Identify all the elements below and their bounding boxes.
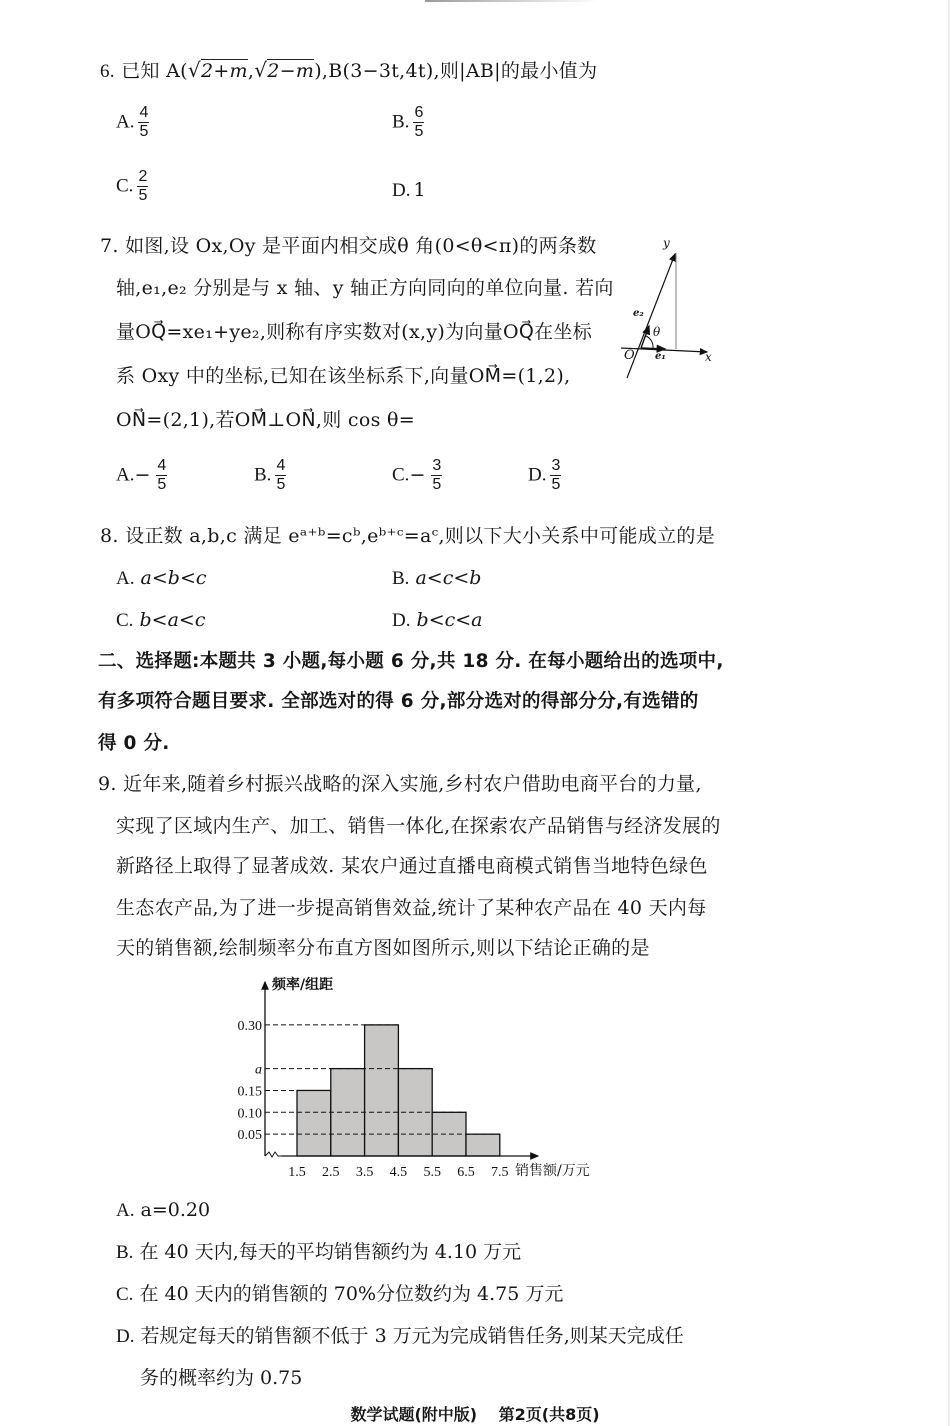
q7-option-b[interactable] xyxy=(254,457,286,494)
option-label: A. xyxy=(116,1200,135,1221)
q6-number: 6. xyxy=(100,61,115,82)
option-text: a=0.20 xyxy=(140,1199,211,1221)
origin-label: O xyxy=(624,348,635,363)
q7-line-3: 量OQ⃗=xe₁+ye₂,则称有序实数对(x,y)为向量OQ⃗在坐标 xyxy=(116,321,593,343)
option-value: 1 xyxy=(413,179,426,201)
numerator: 3 xyxy=(432,457,442,474)
fraction xyxy=(156,457,167,494)
q9-option-c[interactable] xyxy=(116,1282,563,1307)
scan-edge-mark xyxy=(425,0,600,2)
oblique-coordinate-diagram xyxy=(615,232,725,382)
q8-option-c[interactable] xyxy=(116,608,205,633)
q6-stem xyxy=(100,58,597,84)
option-text: 在 40 天内的销售额的 70%分位数约为 4.75 万元 xyxy=(139,1283,564,1305)
numerator: 6 xyxy=(414,104,424,121)
y-axis-label: y xyxy=(663,236,670,250)
q9-line-1: 9. 近年来,随着乡村振兴战略的深入实施,乡村农户借助电商平台的力量, xyxy=(98,773,702,795)
x-axis-label: x xyxy=(705,350,712,364)
q6-sep: , xyxy=(247,60,255,82)
option-label: C. xyxy=(116,610,134,631)
fraction xyxy=(275,457,286,494)
option-text: 在 40 天内,每天的平均销售额约为 4.10 万元 xyxy=(139,1241,522,1263)
q6-option-b[interactable] xyxy=(392,104,424,141)
numerator: 4 xyxy=(157,457,167,474)
denominator: 5 xyxy=(276,476,286,493)
option-label: D. xyxy=(392,610,411,631)
option-label: A. xyxy=(116,111,135,133)
q7-option-c[interactable] xyxy=(392,457,442,494)
histogram-bar xyxy=(297,1090,331,1156)
q6-sqrt1: 2+m xyxy=(200,60,248,82)
q9-option-d[interactable] xyxy=(116,1324,684,1349)
sqrt-sign: √ xyxy=(254,58,268,82)
sqrt-sign: √ xyxy=(187,58,201,82)
fraction xyxy=(137,168,148,205)
option-label: D. xyxy=(392,180,411,201)
histogram-bar xyxy=(365,1025,399,1156)
fraction xyxy=(413,104,424,141)
section2-line-1: 二、选择题:本题共 3 小题,每小题 6 分,共 18 分. 在每小题给出的选项中, xyxy=(98,651,724,672)
option-text: 若规定每天的销售额不低于 3 万元为完成销售任务,则某天完成任 xyxy=(140,1325,684,1347)
q9-line-4: 生态农产品,为了进一步提高销售效益,统计了某种农产品在 40 天内每 xyxy=(116,897,707,919)
option-label: B. xyxy=(392,111,410,133)
denominator: 5 xyxy=(414,123,424,140)
option-label: C. xyxy=(392,464,410,486)
x-tick-label: 6.5 xyxy=(457,1165,475,1180)
option-label: B. xyxy=(254,464,272,486)
q9-option-a[interactable] xyxy=(116,1198,210,1223)
q7-line-5: ON⃗=(2,1),若OM⃗⊥ON⃗,则 cos θ= xyxy=(116,409,415,431)
x-tick-label: 4.5 xyxy=(389,1165,408,1180)
option-label: C. xyxy=(116,175,134,197)
q9-line-3: 新路径上取得了显著成效. 某农户通过直播电商模式销售当地特色绿色 xyxy=(116,855,708,877)
q6-suffix: ),B(3−3t,4t),则|AB|的最小值为 xyxy=(314,60,598,82)
y-tick-label: 0.15 xyxy=(237,1084,262,1100)
option-label: C. xyxy=(116,1284,134,1305)
e2-label: e₂ xyxy=(633,308,644,319)
option-label: B. xyxy=(116,1242,134,1263)
x-tick-label: 7.5 xyxy=(491,1165,509,1180)
q9-option-d-continued: 务的概率约为 0.75 xyxy=(140,1367,303,1389)
q8-stem: 8. 设正数 a,b,c 满足 eᵃ⁺ᵇ=cᵇ,eᵇ⁺ᶜ=aᶜ,则以下大小关系中可能成立的是 xyxy=(100,525,716,547)
q8-option-b[interactable] xyxy=(392,566,481,591)
option-text: a<b<c xyxy=(140,567,207,589)
denominator: 5 xyxy=(139,123,149,140)
x-tick-label: 1.5 xyxy=(288,1165,306,1180)
y-axis-title: 频率/组距 xyxy=(272,977,334,993)
section2-line-2: 有多项符合题目要求. 全部选对的得 6 分,部分选对的得部分分,有选错的 xyxy=(98,691,699,712)
option-label: A. xyxy=(116,568,135,589)
y-tick-label: 0.10 xyxy=(237,1106,262,1122)
y-tick-label: a xyxy=(255,1062,262,1078)
section2-line-3: 得 0 分. xyxy=(98,733,170,754)
x-tick-label: 3.5 xyxy=(355,1165,374,1180)
denominator: 5 xyxy=(157,476,167,493)
q9-line-2: 实现了区域内生产、加工、销售一体化,在探索农产品销售与经济发展的 xyxy=(116,815,721,837)
q8-option-d[interactable] xyxy=(392,608,483,633)
minus-sign: − xyxy=(409,463,426,486)
q9-line-5: 天的销售额,绘制频率分布直方图如图所示,则以下结论正确的是 xyxy=(116,937,650,959)
q6-option-d[interactable] xyxy=(392,178,426,203)
x-axis-title: 销售额/万元 xyxy=(515,1163,590,1179)
histogram-plot xyxy=(212,972,612,1187)
denominator: 5 xyxy=(138,187,148,204)
numerator: 4 xyxy=(276,457,286,474)
numerator: 2 xyxy=(138,168,148,185)
q8-option-a[interactable] xyxy=(116,566,207,591)
fraction xyxy=(431,457,442,494)
option-text: a<c<b xyxy=(415,567,482,589)
numerator: 4 xyxy=(139,104,149,121)
option-text: b<c<a xyxy=(416,609,483,631)
q9-option-b[interactable] xyxy=(116,1240,521,1265)
option-label: A. xyxy=(116,464,135,486)
q6-prefix: 已知 A( xyxy=(121,60,188,82)
option-text: b<a<c xyxy=(139,609,206,631)
q7-line-1: 7. 如图,设 Ox,Oy 是平面内相交成θ 角(0<θ<π)的两条数 xyxy=(100,235,597,257)
q6-option-a[interactable] xyxy=(116,104,149,141)
x-tick-label: 5.5 xyxy=(423,1165,441,1180)
q6-option-c[interactable] xyxy=(116,168,148,205)
q7-line-2: 轴,e₁,e₂ 分别是与 x 轴、y 轴正方向同向的单位向量. 若向 xyxy=(116,277,614,299)
option-label: D. xyxy=(528,464,547,486)
option-label: B. xyxy=(392,568,410,589)
denominator: 5 xyxy=(551,476,561,493)
denominator: 5 xyxy=(432,476,442,493)
fraction xyxy=(550,457,561,494)
numerator: 3 xyxy=(551,457,561,474)
frequency-histogram xyxy=(212,972,612,1187)
page-footer xyxy=(0,1402,950,1425)
fraction xyxy=(138,104,149,141)
y-tick-label: 0.30 xyxy=(237,1018,262,1034)
footer-page-info: 第2页(共8页) xyxy=(498,1405,600,1424)
q6-sqrt2: 2−m xyxy=(267,60,315,82)
q7-option-d[interactable] xyxy=(528,457,561,494)
minus-sign: − xyxy=(134,463,151,486)
q7-option-a[interactable] xyxy=(116,457,167,494)
histogram-bar xyxy=(466,1134,500,1156)
footer-subject: 数学试题(附中版) xyxy=(350,1405,478,1424)
q7-line-4: 系 Oxy 中的坐标,已知在该坐标系下,向量OM⃗=(1,2), xyxy=(116,365,571,387)
e1-label: e₁ xyxy=(655,351,666,362)
y-tick-label: 0.05 xyxy=(237,1128,262,1144)
option-label: D. xyxy=(116,1326,135,1347)
theta-label: θ xyxy=(653,325,661,339)
x-tick-label: 2.5 xyxy=(322,1165,340,1180)
